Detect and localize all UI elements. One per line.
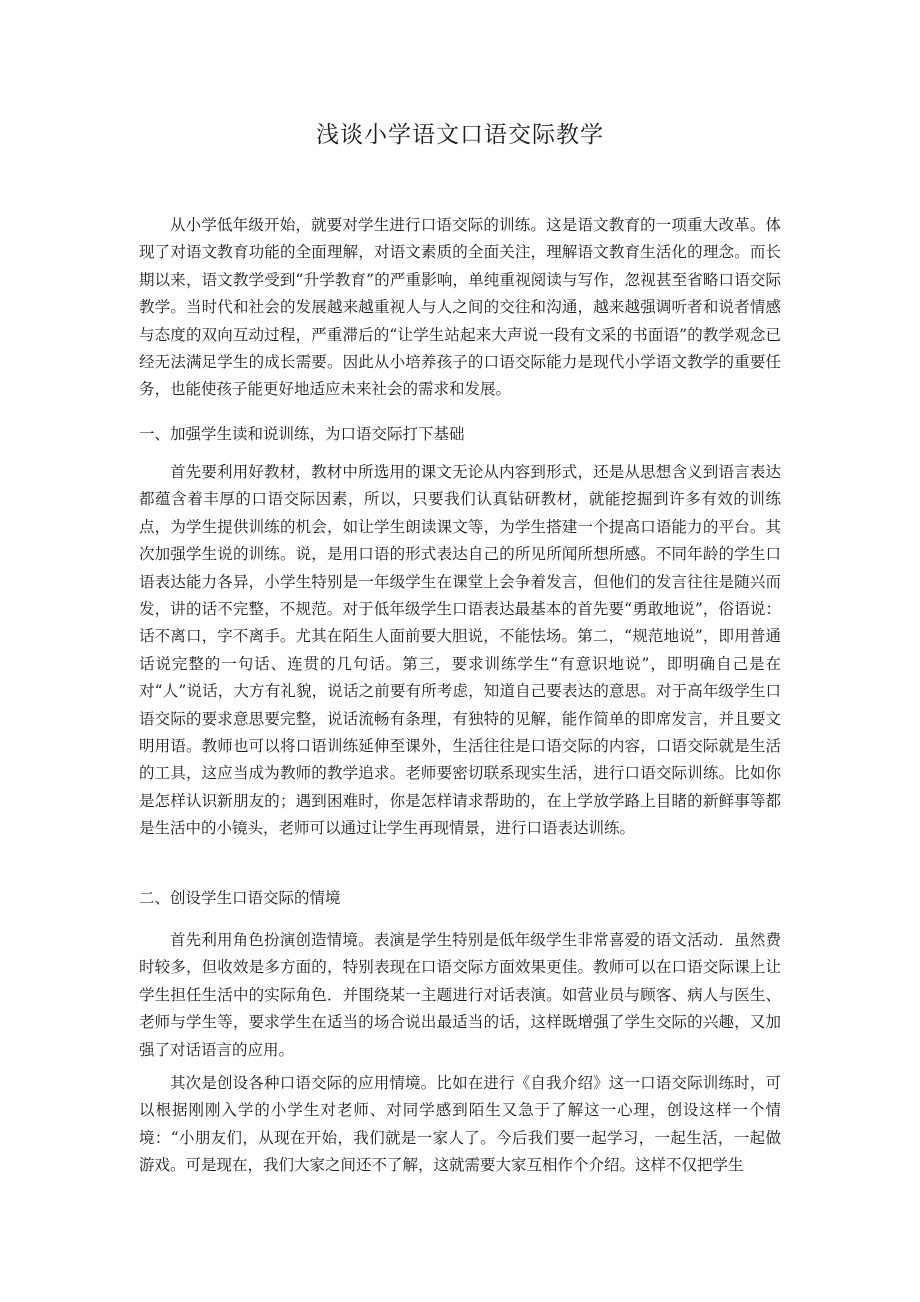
section2-paragraph-2: 其次是创设各种口语交际的应用情境。比如在进行《自我介绍》这一口语交际训练时，可以根据刚刚入学的小学生对老师、对同学感到陌生又急于了解这一心理，创设这样一个情境：“小朋友们，从现在开始，我们就是一家人了。今后我们要一起学习，一起生活，一起做游戏。可是现在，我们大家之间还不了解，这就需要大家互相作个介绍。这样不仅把学生 xyxy=(139,1074,781,1175)
section-heading-2: 二、创设学生口语交际的情境 xyxy=(139,889,341,907)
document-title: 浅谈小学语文口语交际教学 xyxy=(316,122,604,148)
section1-paragraph: 首先要利用好教材，教材中所选用的课文无论从内容到形式，还是从思想含义到语言表达都蕴含着丰厚的口语交际因素，所以，只要我们认真钻研教材，就能挖掘到许多有效的训练点，为学生提供训练的机会，如让学生朗读课文等，为学生搭建一个提高口语能力的平台。其次加强学生说的训练。说，是用口语的形式表达自己的所见所闻所想所感。不同年龄的学生口语表达能力各异，小学生特别是一年级学生在课堂上会争着发言，但他们的发言往往是随兴而发，讲的话不完整，不规范。对于低年级学生口语表达最基本的首先要“勇敢地说”，俗语说：话不离口，字不离手。尤其在陌生人面前要大胆说，不能怯场。第二，“规范地说”，即用普通话说完整的一句话、连贯的几句话。第三，要求训练学生“有意识地说”，即明确自己是在对“人”说话，大方有礼貌，说话之前要有所考虑，知道自己要表达的意思。对于高年级学生口语交际的要求意思要完整，说话流畅有条理，有独特的见解，能作简单的即席发言，并且要文明用语。教师也可以将口语训练延伸至课外，生活往往是口语交际的内容，口语交际就是生活的工具，这应当成为教师的教学追求。老师要密切联系现实生活，进行口语交际训练。比如你是怎样认识新朋友的；遇到困难时，你是怎样请求帮助的，在上学放学路上目睹的新鲜事等都是生活中的小镜头，老师可以通过让学生再现情景，进行口语表达训练。 xyxy=(139,463,781,838)
section-heading-1: 一、加强学生读和说训练，为口语交际打下基础 xyxy=(139,425,465,443)
intro-paragraph: 从小学低年级开始，就要对学生进行口语交际的训练。这是语文教育的一项重大改革。体现了对语文教育功能的全面理解，对语文素质的全面关注，理解语文教育生活化的理念。而长期以来，语文教学受到“升学教育”的严重影响，单纯重视阅读与写作，忽视甚至省略口语交际教学。当时代和社会的发展越来越重视人与人之间的交往和沟通，越来越强调听者和说者情感与态度的双向互动过程，严重滞后的“让学生站起来大声说一段有文采的书面语”的教学观念已经无法满足学生的成长需要。因此从小培养孩子的口语交际能力是现代小学语文教学的重要任务，也能使孩子能更好地适应未来社会的需求和发展。 xyxy=(139,216,781,399)
section2-paragraph-1: 首先利用角色扮演创造情境。表演是学生特别是低年级学生非常喜爱的语文活动．虽然费时较多，但收效是多方面的，特别表现在口语交际方面效果更佳。教师可以在口语交际课上让学生担任生活中的实际角色．并围绕某一主题进行对话表演。如营业员与顾客、病人与医生、老师与学生等，要求学生在适当的场合说出最适当的话，这样既增强了学生交际的兴趣，又加强了对话语言的应用。 xyxy=(139,931,781,1059)
